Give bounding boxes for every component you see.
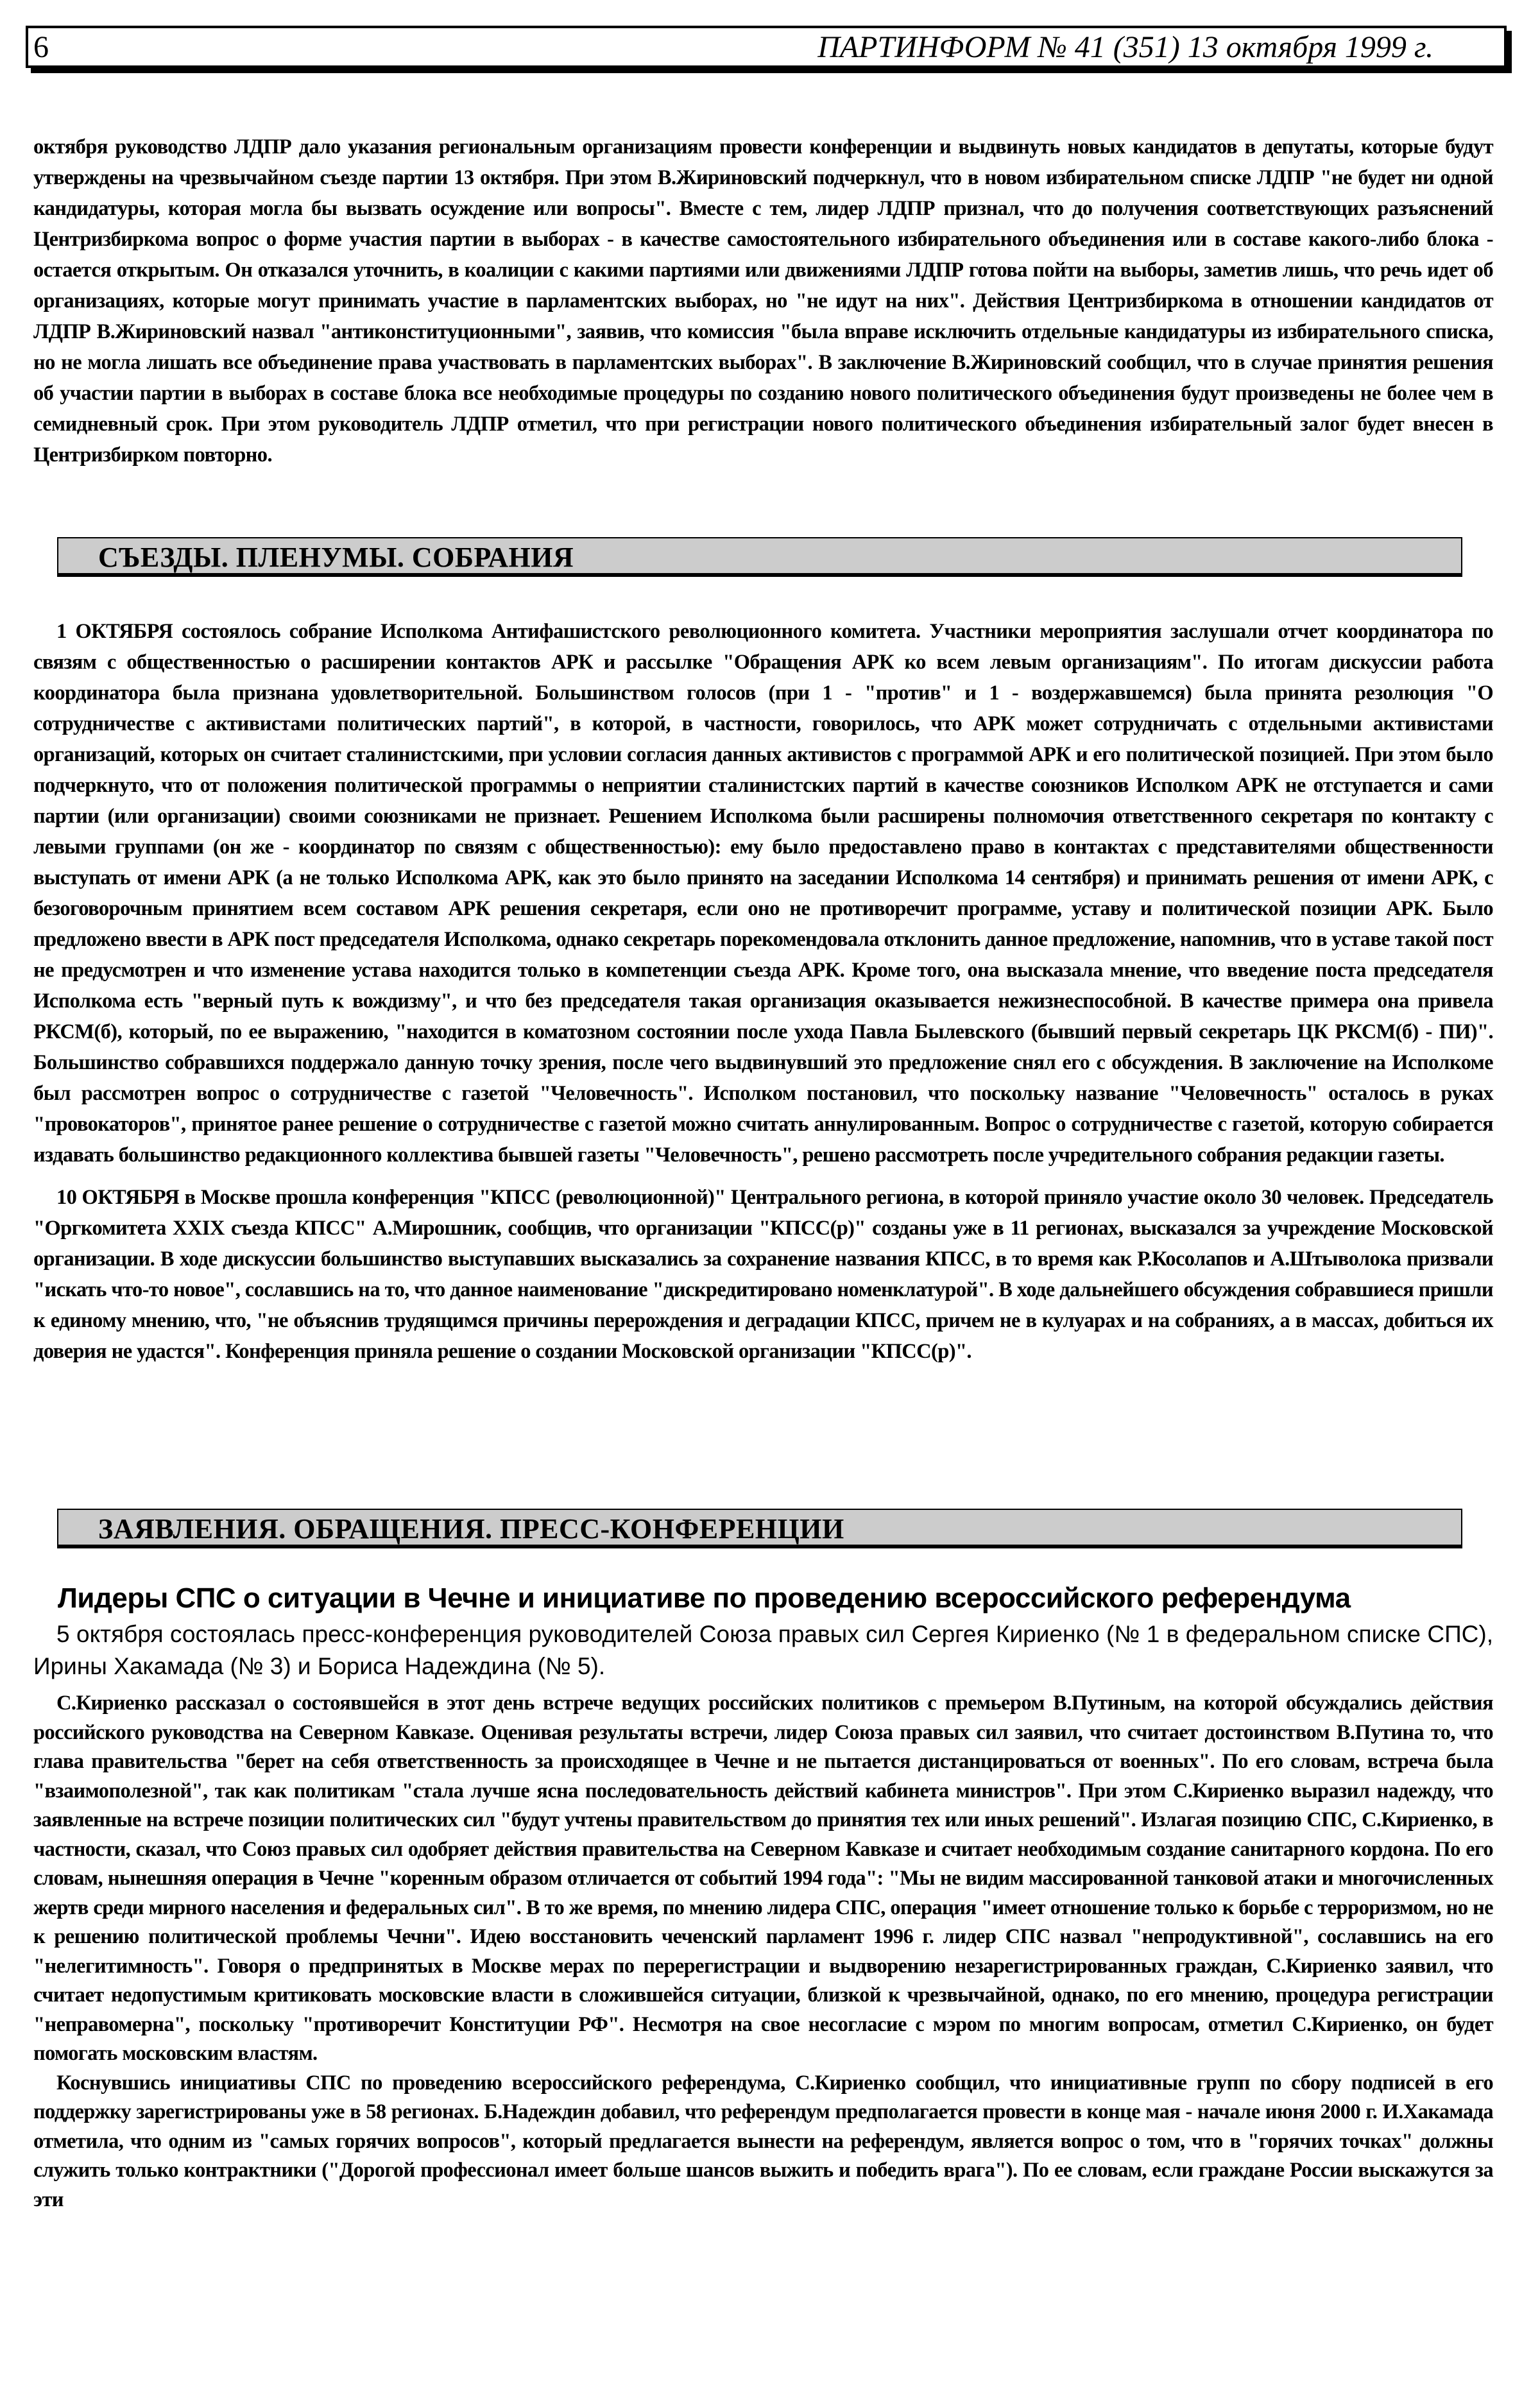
lead-paragraph: 5 октября состоялась пресс-конференция руководителей Союза правых сил Сергея Кириенко (№ 1 в федеральном списке СПС), Ирины Хакамада (№ 3) и Бориса Надеждина (№ 5). — [33, 1621, 1493, 1679]
section-heading-text: СЪЕЗДЫ. ПЛЕНУМЫ. СОБРАНИЯ — [98, 542, 574, 573]
page-header — [26, 26, 1507, 68]
paragraph: Коснувшись инициативы СПС по проведению всероссийского референдума, С.Кириенко сообщил, что инициативные групп по сбору подписей в его поддержку зарегистрированы уже в 58 регионах. Б.Надеждин добавил, что референдум предполагается провести в конце мая - начале июня 2000 г. И.Хакамада отметила, что одним из "самых горячих вопросов", который предлагается вынести на референдум, является вопрос о том, что в "горячих точках" должны служить только контрактники ("Дорогой профессионал имеет больше шансов выжить и победить врага"). По ее словам, если граждане России выскажутся за эти — [33, 2071, 1493, 2211]
article-lead — [33, 1618, 1493, 1683]
publication-title: ПАРТИНФОРМ № 41 (351) 13 октября 1999 г. — [817, 30, 1433, 64]
paragraph: октября руководство ЛДПР дало указания региональным организациям провести конференции и выдвинуть новых кандидатов в депутаты, которые будут утверждены на чрезвычайном съезде партии 13 октября. При этом В.Жириновский подчеркнул, что в новом избирательном списке ЛДПР "не будет ни одной кандидатуры, которая могла бы вызвать осуждение или вопросы". Вместе с тем, лидер ЛДПР признал, что до получения соответствующих разъяснений Центризбиркома вопрос о форме участия партии в выборах - в качестве самостоятельного избирательного объединения или в составе какого-либо блока - остается открытым. Он отказался уточнить, в коалиции с какими партиями или движениями ЛДПР готова пойти на выборы, заметив лишь, что речь идет об организациях, которые могут принимать участие в парламентских выборах, но "не идут на них". Действия Центризбиркома в отношении кандидатов от ЛДПР В.Жириновский назвал "антиконституционными", заявив, что комиссия "была вправе исключить отдельные кандидатуры из избирательного списка, но не могла лишать все объединение права участвовать в парламентских выборах". В заключение В.Жириновский сообщил, что в случае принятия решения об участии партии в выборах в составе блока все необходимые процедуры по созданию нового политического объединения будут произведены не более чем в семидневный срок. При этом руководитель ЛДПР отметил, что при регистрации нового политического объединения избирательный залог будет внесен в Центризбирком повторно. — [33, 135, 1493, 467]
section-heading-statements — [57, 1509, 1462, 1548]
page-number: 6 — [33, 30, 49, 64]
paragraph: 10 ОКТЯБРЯ в Москве прошла конференция "КПСС (революционной)" Центрального региона, в которой приняло участие около 30 человек. Председатель "Оргкомитета XXIX съезда КПСС" А.Мирошник, сообщив, что организации "КПСС(р)" созданы уже в 11 регионах, высказался за учреждение Московской организации. В ходе дискуссии большинство выступавших высказались за сохранение названия КПСС, в то время как Р.Косолапов и А.Штыволока призвали "искать что-то новое", сославшись на то, что данное наименование "дискредитировано номенклатурой". В ходе дальнейшего обсуждения собравшиеся пришли к единому мнению, что, "не объяснив трудящимся причины перерождения и деградации КПСС, причем не в кулуарах и на собраниях, а в массах, добиться их доверия не удастся". Конференция приняла решение о создании Московской организации "КПСС(р)". — [33, 1186, 1493, 1363]
section-heading-congresses — [57, 537, 1462, 577]
paragraph: С.Кириенко рассказал о состоявшейся в этот день встрече ведущих российских политиков с премьером В.Путиным, на которой обсуждались действия российского руководства на Северном Кавказе. Оценивая результаты встречи, лидер Союза правых сил заявил, что считает достоинством В.Путина то, что глава правительства "берет на себя ответственность за происходящее в Чечне и не пытается дистанцироваться от военных". По его словам, встреча была "взаимополезной", так как политикам "стала лучше ясна последовательность действий кабинета министров". При этом С.Кириенко выразил надежду, что заявленные на встрече позиции политических сил "будут учтены правительством до принятия тех или иных решений". Излагая позицию СПС, С.Кириенко, в частности, сказал, что Союз правых сил одобряет действия правительства на Северном Кавказе и считает необходимым создание санитарного кордона. По его словам, нынешняя операция в Чечне "коренным образом отличается от событий 1994 года": "Мы не видим массированной танковой атаки и многочисленных жертв среди мирного населения и федеральных сил". В то же время, по мнению лидера СПС, операция "имеет отношение только к борьбе с терроризмом, но не к решению политической проблемы Чечни". Идею восстановить чеченский парламент 1996 г. лидер СПС назвал "непродуктивной", сославшись на его "нелегитимность". Говоря о предпринятых в Москве мерах по перерегистрации и выдворению незарегистрированных граждан, С.Кириенко заявил, что считает недопустимым критиковать московские власти в сложившейся ситуации, близкой к чрезвычайной, однако, по его мнению, процедура регистрации "неправомерна", поскольку "противоречит Конституции РФ". Несмотря на свое несогласие с мэром по многим вопросам, отметил С.Кириенко, он будет помогать московским властям. — [33, 1692, 1493, 2065]
paragraph: 1 ОКТЯБРЯ состоялось собрание Исполкома Антифашистского революционного комитета. Участники мероприятия заслушали отчет координатора по связям с общественностью о расширении контактов АРК и рассылке "Обращения АРК ко всем левым организациям". По итогам дискуссии работа координатора была признана удовлетворительной. Большинством голосов (при 1 - "против" и 1 - воздержавшемся) была принята резолюция "О сотрудничестве с активистами политических партий", в которой, в частности, говорилось, что АРК может сотрудничать с отдельными активистами организаций, которых он считает сталинистскими, при условии согласия данных активистов с программой АРК и его политической позицией. При этом было подчеркнуто, что от положения политической программы о неприятии сталинистских партий в качестве союзников Исполком АРК не отступается и сами партии (или организации) своими союзниками не признает. Решением Исполкома были расширены полномочия ответственного секретаря по контакту с левыми группами (он же - координатор по связям с общественностью): ему было предоставлено право в контактах с представителями общественности выступать от имени АРК (а не только Исполкома АРК, как это было принято на заседании Исполкома 14 сентября) и принимать решения от имени АРК, с безоговорочным принятием всем составом АРК решения секретаря, если оно не противоречит программе, уставу и политической позиции АРК. Было предложено ввести в АРК пост председателя Исполкома, однако секретарь порекомендовала отклонить данное предложение, напомнив, что в уставе такой пост не предусмотрен и что изменение устава находится только в компетенции съезда АРК. Кроме того, она высказала мнение, что введение поста председателя Исполкома есть "верный путь к вождизму", и что без председателя такая организация оказывается нежизнеспособной. В качестве примера она привела РКСМ(б), который, по ее выражению, "находится в коматозном состоянии после ухода Павла Былевского (бывший первый секретарь ЦК РКСМ(б) - ПИ)". Большинство собравшихся поддержало данную точку зрения, после чего выдвинувший это предложение снял его с обсуждения. В заключение на Исполкоме был рассмотрен вопрос о сотрудничестве с газетой "Человечность". Исполком постановил, что поскольку название "Человечность" осталось в руках "провокаторов", принятое ранее решение о сотрудничестве с газетой можно считать аннулированным. Вопрос о сотрудничестве с газетой, которую собирается издавать большинство редакционного коллектива бывшей газеты "Человечность", решено рассмотреть после учредительного собрания редакции газеты. — [33, 620, 1493, 1167]
article-title: Лидеры СПС о ситуации в Чечне и инициативе по проведению всероссийского референдума — [58, 1582, 1351, 1614]
article-body — [33, 1689, 1493, 2215]
intro-text — [33, 132, 1493, 470]
section-heading-text: ЗАЯВЛЕНИЯ. ОБРАЩЕНИЯ. ПРЕСС-КОНФЕРЕНЦИИ — [98, 1513, 844, 1545]
section-congresses-text — [33, 616, 1493, 1367]
